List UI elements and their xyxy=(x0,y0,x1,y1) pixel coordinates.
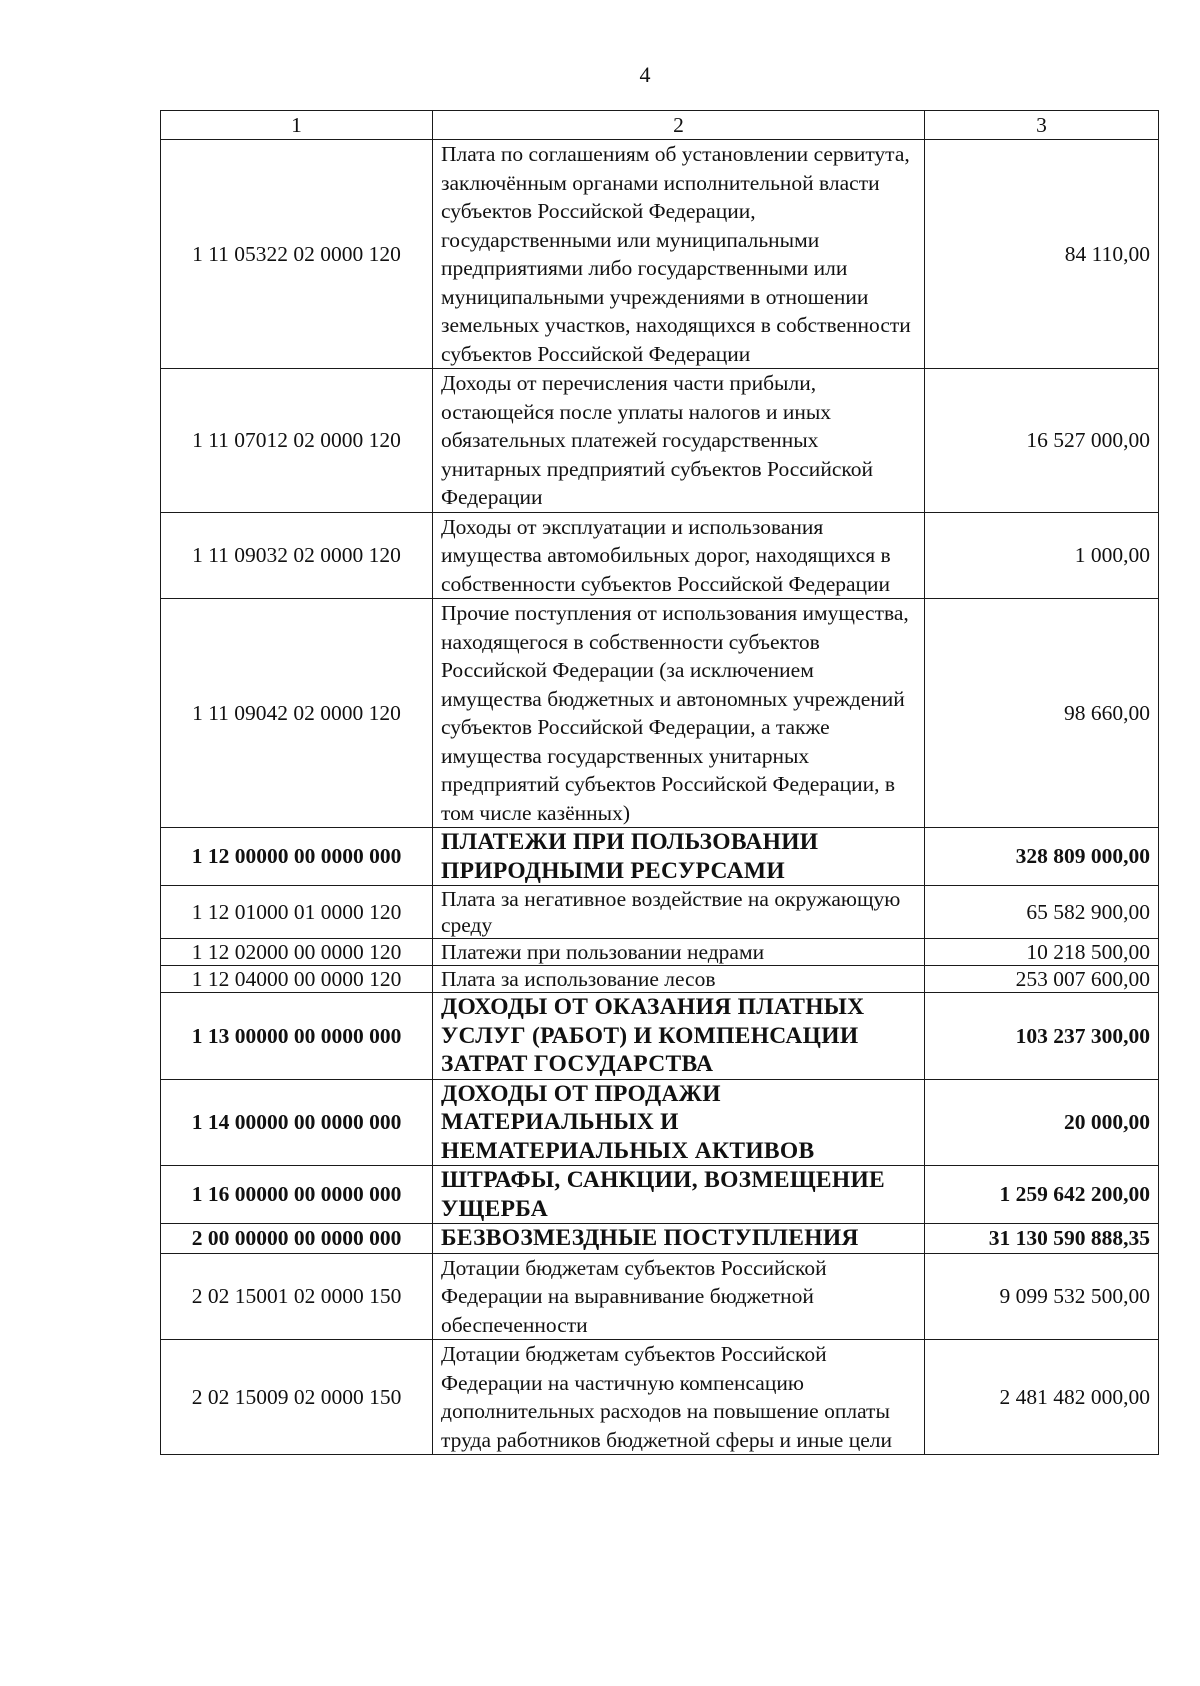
row-description: Прочие поступления от использования имущества, находящегося в собственности субъектов Российской Федерации (за исключением имущества бюджетных и автономных учреждений субъектов Российской Федерации, а также имущества государственных унитарных предприятий субъектов Российской Федерации, в том числе казённых) xyxy=(433,599,925,828)
budget-revenue-table xyxy=(160,110,1159,1455)
column-header-amount: 3 xyxy=(925,111,1159,140)
row-amount: 20 000,00 xyxy=(925,1079,1159,1166)
row-amount: 328 809 000,00 xyxy=(925,828,1159,886)
row-description: ПЛАТЕЖИ ПРИ ПОЛЬЗОВАНИИ ПРИРОДНЫМИ РЕСУРСАМИ xyxy=(433,828,925,886)
table-row xyxy=(161,886,1159,939)
table-row xyxy=(161,140,1159,369)
row-description: Плата за негативное воздействие на окружающую среду xyxy=(433,886,925,939)
row-code: 1 11 07012 02 0000 120 xyxy=(161,369,433,513)
row-amount: 1 259 642 200,00 xyxy=(925,1166,1159,1224)
page-number: 4 xyxy=(639,62,651,87)
table-row xyxy=(161,369,1159,513)
table-row xyxy=(161,939,1159,966)
row-amount: 253 007 600,00 xyxy=(925,966,1159,993)
row-code: 1 16 00000 00 0000 000 xyxy=(161,1166,433,1224)
section-total-row xyxy=(161,993,1159,1080)
column-header-code: 1 xyxy=(161,111,433,140)
row-amount: 2 481 482 000,00 xyxy=(925,1340,1159,1455)
row-code: 1 13 00000 00 0000 000 xyxy=(161,993,433,1080)
row-description: Дотации бюджетам субъектов Российской Федерации на частичную компенсацию дополнительных расходов на повышение оплаты труда работников бюджетной сферы и иные цели xyxy=(433,1340,925,1455)
row-description: ШТРАФЫ, САНКЦИИ, ВОЗМЕЩЕНИЕ УЩЕРБА xyxy=(433,1166,925,1224)
row-description: Доходы от эксплуатации и использования имущества автомобильных дорог, находящихся в собственности субъектов Российской Федерации xyxy=(433,512,925,599)
row-description: Плата за использование лесов xyxy=(433,966,925,993)
header-row xyxy=(161,111,1159,140)
row-code: 1 14 00000 00 0000 000 xyxy=(161,1079,433,1166)
table-row xyxy=(161,512,1159,599)
table-row xyxy=(161,966,1159,993)
row-description: Дотации бюджетам субъектов Российской Федерации на выравнивание бюджетной обеспеченности xyxy=(433,1253,925,1340)
table-row xyxy=(161,1253,1159,1340)
row-amount: 103 237 300,00 xyxy=(925,993,1159,1080)
column-header-description: 2 xyxy=(433,111,925,140)
row-amount: 10 218 500,00 xyxy=(925,939,1159,966)
row-amount: 98 660,00 xyxy=(925,599,1159,828)
row-amount: 9 099 532 500,00 xyxy=(925,1253,1159,1340)
table-row xyxy=(161,599,1159,828)
table-header xyxy=(161,111,1159,140)
row-code: 1 12 00000 00 0000 000 xyxy=(161,828,433,886)
row-amount: 16 527 000,00 xyxy=(925,369,1159,513)
row-code: 1 11 05322 02 0000 120 xyxy=(161,140,433,369)
row-description: ДОХОДЫ ОТ ОКАЗАНИЯ ПЛАТНЫХ УСЛУГ (РАБОТ) И КОМПЕНСАЦИИ ЗАТРАТ ГОСУДАРСТВА xyxy=(433,993,925,1080)
section-total-row xyxy=(161,1166,1159,1224)
row-description: Доходы от перечисления части прибыли, остающейся после уплаты налогов и иных обязательных платежей государственных унитарных предприятий субъектов Российской Федерации xyxy=(433,369,925,513)
table-body xyxy=(161,140,1159,1455)
table-row xyxy=(161,1340,1159,1455)
row-description: ДОХОДЫ ОТ ПРОДАЖИ МАТЕРИАЛЬНЫХ И НЕМАТЕРИАЛЬНЫХ АКТИВОВ xyxy=(433,1079,925,1166)
row-code: 1 12 01000 01 0000 120 xyxy=(161,886,433,939)
row-code: 1 11 09042 02 0000 120 xyxy=(161,599,433,828)
row-code: 1 12 04000 00 0000 120 xyxy=(161,966,433,993)
row-code: 2 00 00000 00 0000 000 xyxy=(161,1224,433,1254)
row-amount: 1 000,00 xyxy=(925,512,1159,599)
row-code: 1 12 02000 00 0000 120 xyxy=(161,939,433,966)
section-total-row xyxy=(161,1079,1159,1166)
row-code: 2 02 15009 02 0000 150 xyxy=(161,1340,433,1455)
row-description: Плата по соглашениям об установлении сервитута, заключённым органами исполнительной власти субъектов Российской Федерации, государственными или муниципальными предприятиями либо государственными или муниципальными учреждениями в отношении земельных участков, находящихся в собственности субъектов Российской Федерации xyxy=(433,140,925,369)
section-total-row xyxy=(161,828,1159,886)
row-amount: 84 110,00 xyxy=(925,140,1159,369)
row-description: БЕЗВОЗМЕЗДНЫЕ ПОСТУПЛЕНИЯ xyxy=(433,1224,925,1254)
row-amount: 31 130 590 888,35 xyxy=(925,1224,1159,1254)
row-code: 1 11 09032 02 0000 120 xyxy=(161,512,433,599)
row-amount: 65 582 900,00 xyxy=(925,886,1159,939)
section-total-row xyxy=(161,1224,1159,1254)
row-description: Платежи при пользовании недрами xyxy=(433,939,925,966)
row-code: 2 02 15001 02 0000 150 xyxy=(161,1253,433,1340)
